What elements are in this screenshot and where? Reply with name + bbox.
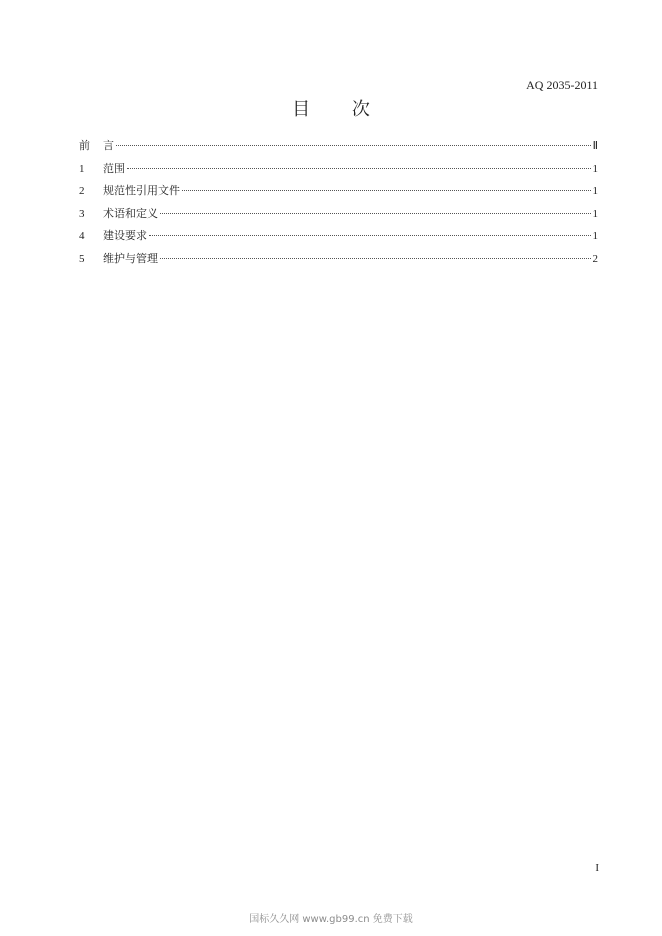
dot-leader	[160, 213, 591, 214]
toc-entry-page: 2	[592, 252, 598, 265]
toc-entry-page: Ⅱ	[592, 140, 598, 152]
toc-entry-number: 2	[79, 185, 85, 198]
toc-entry-number: 前	[79, 140, 90, 152]
toc-entry-terms-definitions[interactable]	[79, 206, 598, 229]
toc-entry-number: 3	[79, 207, 85, 220]
toc-entry-construction-requirements[interactable]	[79, 228, 598, 251]
dot-leader	[116, 145, 591, 146]
toc-entry-number: 4	[79, 230, 85, 243]
toc-title: 目 次	[292, 99, 388, 120]
watermark-text: 国标久久网 www.gb99.cn 免费下载	[249, 914, 413, 925]
toc-entry-number: 5	[79, 252, 85, 265]
toc-entry-scope[interactable]	[79, 161, 598, 184]
toc-entry-page: 1	[592, 230, 598, 243]
toc-entry-page: 1	[592, 207, 598, 220]
dot-leader	[182, 190, 591, 191]
standard-code: AQ 2035-2011	[526, 78, 598, 92]
toc-entry-normative-references[interactable]	[79, 183, 598, 206]
toc-entry-label: 言	[103, 139, 114, 152]
toc-entry-maintenance-management[interactable]	[79, 251, 598, 274]
toc-entry-label: 维护与管理	[103, 251, 158, 265]
table-of-contents	[79, 138, 598, 274]
dot-leader	[149, 235, 591, 236]
toc-entry-page: 1	[592, 162, 598, 175]
toc-entry-label: 建设要求	[103, 229, 147, 243]
toc-entry-label: 范围	[103, 161, 125, 175]
toc-entry-label: 规范性引用文件	[103, 184, 180, 198]
dot-leader	[160, 258, 591, 259]
toc-entry-number: 1	[79, 162, 85, 175]
toc-entry-foreword[interactable]	[79, 138, 598, 161]
toc-entry-page: 1	[592, 185, 598, 198]
dot-leader	[127, 168, 591, 169]
page-number: I	[595, 862, 599, 874]
toc-entry-label: 术语和定义	[103, 206, 158, 220]
